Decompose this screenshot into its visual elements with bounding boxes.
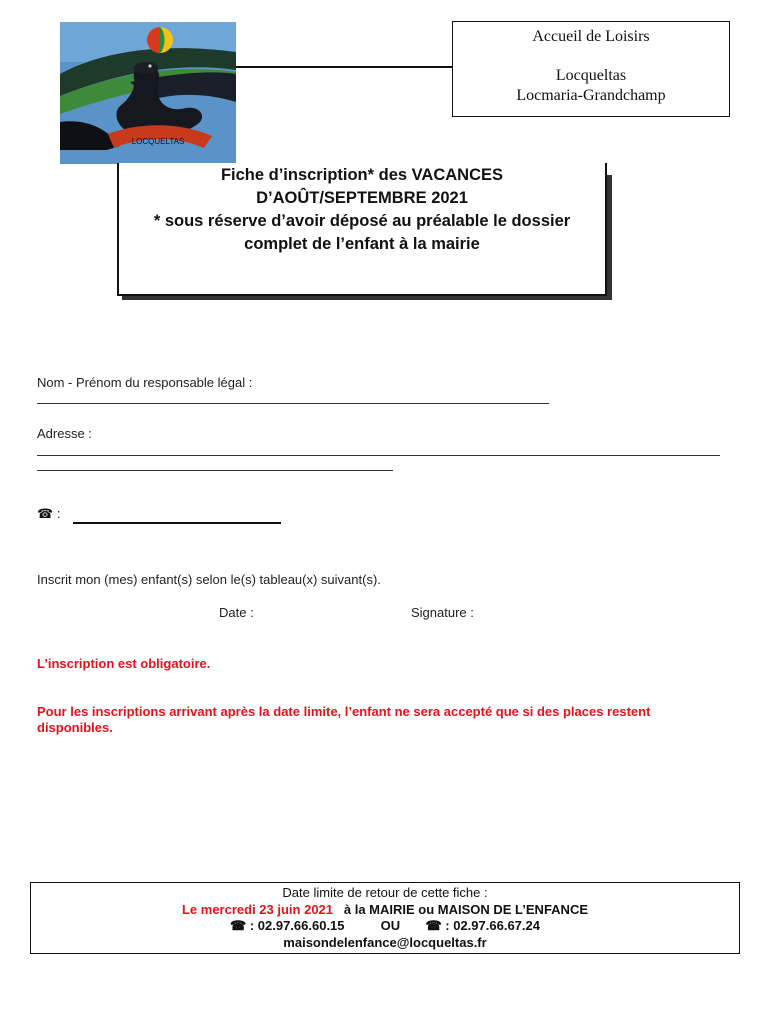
title-line-1: Fiche d’inscription* des VACANCES (220, 166, 504, 184)
signature-label: Signature : (411, 605, 474, 620)
deadline-phone-1: : 02.97.66.60.15 (249, 918, 345, 933)
adresse-label: Adresse : (37, 426, 92, 441)
connector-line (236, 66, 452, 68)
inscrit-text: Inscrit mon (mes) enfant(s) selon le(s) tableau(x) suivant(s). (37, 572, 381, 587)
telephone-label: : (56, 506, 61, 521)
title-line-2: D’AOÛT/SEPTEMBRE 2021 (256, 189, 468, 207)
telephone-row (37, 506, 60, 522)
title-line-3: * sous réserve d’avoir déposé au préalable le dossier (153, 212, 571, 230)
logo-caption: LOCQUELTAS (131, 137, 185, 146)
deadline-place: à la MAIRIE ou MAISON DE L’ENFANCE (343, 901, 588, 917)
adresse-field-line-2[interactable] (37, 470, 393, 471)
telephone-icon: ☎ (37, 506, 54, 521)
date-label: Date : (219, 605, 254, 620)
deadline-box (30, 882, 740, 954)
late-notice (37, 704, 737, 736)
title-box (117, 163, 607, 296)
title-line-4: complet de l’enfant à la mairie (244, 235, 480, 253)
telephone-icon: ☎ (230, 918, 247, 933)
telephone-field[interactable] (73, 522, 281, 524)
adresse-field-line-1[interactable] (37, 455, 720, 456)
deadline-phone-2: : 02.97.66.67.24 (445, 918, 540, 933)
deadline-intro: Date limite de retour de cette fiche : (282, 885, 488, 900)
deadline-ou: OU (380, 918, 401, 933)
deadline-email[interactable]: maisondelenfance@locqueltas.fr (283, 934, 487, 950)
responsable-label: Nom - Prénom du responsable légal : (37, 375, 253, 390)
org-name: Accueil de Loisirs (532, 28, 650, 45)
obligatoire-notice: L’inscription est obligatoire. (37, 656, 211, 671)
org-town-1: Locqueltas (555, 67, 627, 84)
locqueltas-logo (60, 22, 236, 164)
org-town-2: Locmaria-Grandchamp (516, 87, 666, 104)
telephone-icon: ☎ (425, 918, 442, 933)
organisation-box (452, 21, 730, 117)
deadline-date: Le mercredi 23 juin 2021 (181, 901, 334, 917)
late-notice-line-1: Pour les inscriptions arrivant après la date limite, l’enfant ne sera accepté que si des places restent (37, 704, 651, 719)
logo-image (60, 22, 236, 164)
late-notice-line-2: disponibles. (37, 720, 113, 735)
responsable-field[interactable] (37, 403, 549, 404)
